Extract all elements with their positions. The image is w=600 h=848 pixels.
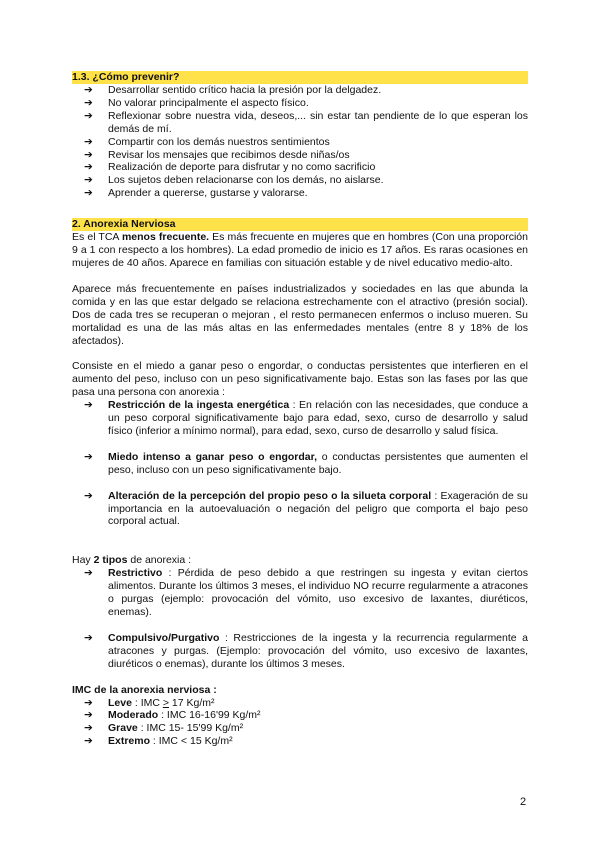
list-item: ➔ Compulsivo/Purgativo : Restricciones de la ingesta y la recurrencia regularmente a atracones y purgas. (Ejemplo: provocación del vómito, uso excesivo de laxantes, diuréticos o enemas), durante los últimos 3 meses. [84,631,528,670]
list-item: ➔ Compartir con los demás nuestros sentimientos [84,135,330,148]
arrow-bullet-icon: ➔ [84,696,93,709]
list-item: ➔ Los sujetos deben relacionarse con los demás, no aislarse. [84,174,384,187]
paragraph: Es el TCA menos frecuente. Es más frecuente en mujeres que en hombres (Con una proporción 9 a 1 con respecto a los hombres). La edad promedio de inicio es 17 años. Es raras ocasiones en mujeres de 40 años. Aparece en familias con situación estable y de nivel educativo medio-alto. [72,231,528,269]
arrow-bullet-icon: ➔ [84,84,93,96]
arrow-bullet-icon: ➔ [84,161,93,174]
list-item: ➔ Realización de deporte para disfrutar y no como sacrificio [84,161,376,174]
arrow-bullet-icon: ➔ [84,631,93,644]
arrow-bullet-icon: ➔ [84,489,93,502]
arrow-bullet-icon: ➔ [84,187,93,200]
list-item: ➔ Grave : IMC 15- 15'99 Kg/m² [84,722,244,735]
list-item: ➔ Restricción de la ingesta energética : En relación con las necesidades, que conduce a un peso corporal significativamente bajo para edad, sexo, curso de desarrollo y salud físico (inferior a mínimo normal), para edad, sexo, curso de desarrollo y salud física. [84,399,528,437]
list-item: ➔ Alteración de la percepción del propio peso o la silueta corporal : Exageración de su importancia en la autoevaluación o negación del peligro que comporta el bajo peso corporal actual. [84,489,528,528]
arrow-bullet-icon: ➔ [84,135,93,148]
imc-title: IMC de la anorexia nerviosa : [72,683,217,696]
imc-list [72,697,528,749]
arrow-bullet-icon: ➔ [84,109,93,122]
arrow-bullet-icon: ➔ [84,722,93,735]
types-list [72,567,528,670]
page-number: 2 [520,796,527,808]
arrow-bullet-icon: ➔ [84,567,93,580]
list-item: ➔ No valorar principalmente el aspecto físico. [84,96,309,109]
arrow-bullet-icon: ➔ [84,148,93,161]
list-item: ➔ Moderado : IMC 16-16'99 Kg/m² [84,709,261,722]
arrow-bullet-icon: ➔ [84,399,93,412]
list-item: ➔ Reflexionar sobre nuestra vida, deseos,... sin estar tan pendiente de lo que esperan los demás de mí. [84,109,528,135]
arrow-bullet-icon: ➔ [84,709,93,722]
list-item: ➔ Revisar los mensajes que recibimos desde niñas/os [84,148,350,161]
arrow-bullet-icon: ➔ [84,450,93,463]
paragraph: Hay 2 tipos de anorexia : [72,554,192,567]
list-item: ➔ Leve : IMC > 17 Kg/m² [84,696,215,709]
paragraph: Consiste en el miedo a ganar peso o engordar, o conductas persistentes que interfieren en el aumento del peso, incluso con un peso significativamente bajo. Estas son las fases por las que pasa una persona con anorexia : [72,360,528,399]
list-item: ➔ Desarrollar sentido crítico hacia la presión por la delgadez. [84,84,382,96]
arrow-bullet-icon: ➔ [84,96,93,109]
list-item: ➔ Miedo intenso a ganar peso o engordar, o conductas persistentes que aumenten el peso, incluso con un peso significativamente bajo. [84,450,528,476]
section-heading-anorexia: 2. Anorexia Nerviosa [72,218,528,231]
list-item: ➔ Extremo : IMC < 15 Kg/m² [84,735,233,748]
arrow-bullet-icon: ➔ [84,735,93,748]
paragraph: Aparece más frecuentemente en países industrializados y sociedades en las que abunda la comida y en las que estar delgado se relaciona estrechamente con el atractivo (presión social). Dos de cada tres se recuperan o mejoran , el resto permanecen enfermos o incluso mueren. Su mortalidad es una de las más altas en las enfermedades mentales (entre 8 y 18% de los afectados). [72,282,528,347]
section-heading-prevention: 1.3. ¿Cómo prevenir? [72,71,528,84]
list-item: ➔ Restrictivo : Pérdida de peso debido a que restringen su ingesta y evitan ciertos alimentos. Durante los últimos 3 meses, el individuo NO recurre regularmente a atracones o purgas (ejemplo: provocación del vómito, uso excesivo de laxantes, diuréticos, enemas). [84,567,528,618]
document-body [72,71,528,748]
prevention-list [72,84,528,200]
arrow-bullet-icon: ➔ [84,174,93,187]
phases-list [72,399,528,528]
list-item: ➔ Aprender a quererse, gustarse y valorarse. [84,187,308,200]
